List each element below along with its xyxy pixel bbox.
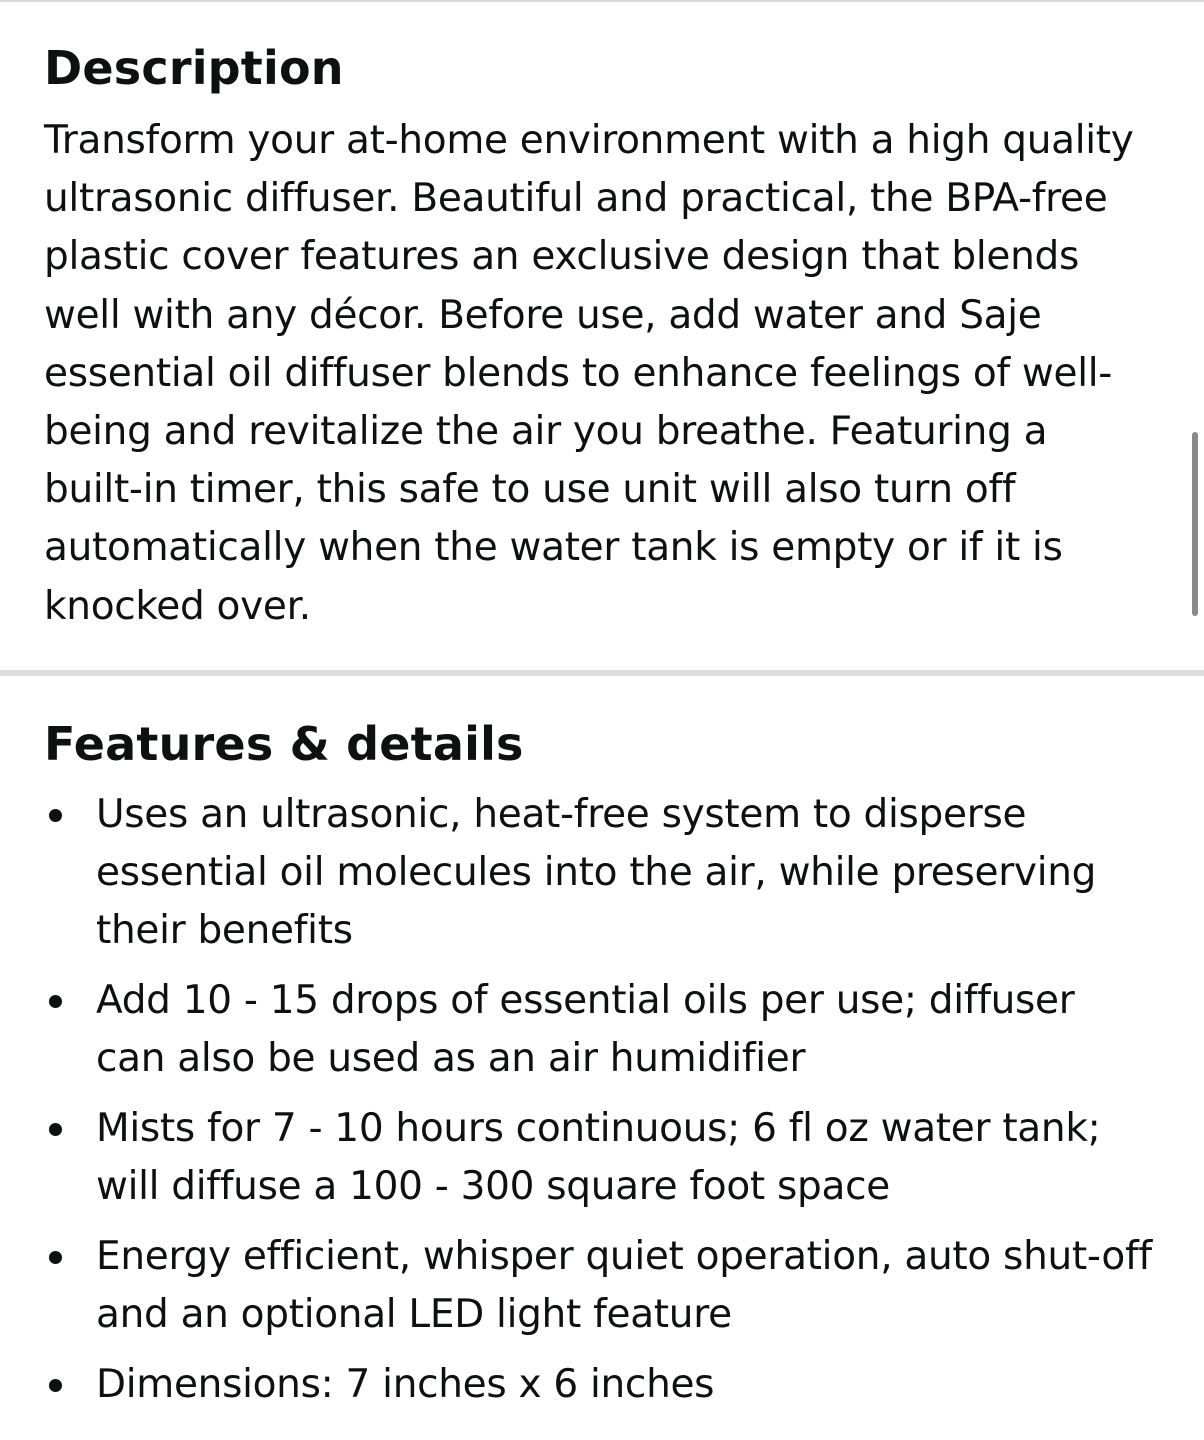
- bullet-icon: [49, 809, 62, 822]
- feature-item: [44, 1228, 1154, 1344]
- features-heading: Features & details: [44, 717, 524, 771]
- feature-item: [44, 1100, 1154, 1216]
- bullet-icon: [49, 995, 62, 1008]
- bullet-icon: [49, 1123, 62, 1136]
- description-heading: Description: [44, 41, 344, 95]
- feature-item: [44, 972, 1154, 1088]
- description-section: [44, 36, 1144, 636]
- feature-item-text: Add 10 - 15 drops of essential oils per use; diffuser can also be used as an air humidifier: [96, 978, 1075, 1081]
- feature-item-text: Energy efficient, whisper quiet operation, auto shut-off and an optional LED light feature: [96, 1234, 1152, 1337]
- scrollbar[interactable]: [1192, 432, 1198, 616]
- features-list: [44, 786, 1154, 1414]
- feature-item-text: Uses an ultrasonic, heat-free system to disperse essential oil molecules into the air, while preserving their benefits: [96, 792, 1097, 953]
- features-section: [44, 712, 1152, 1426]
- feature-item-text: Mists for 7 - 10 hours continuous; 6 fl oz water tank; will diffuse a 100 - 300 square foot space: [96, 1106, 1101, 1209]
- bullet-icon: [49, 1379, 62, 1392]
- section-divider: [0, 670, 1204, 676]
- feature-item: [44, 786, 1154, 960]
- top-divider: [0, 0, 1204, 2]
- description-text: Transform your at-home environment with a high quality ultrasonic diffuser. Beautiful and practical, the BPA-free plastic cover features an exclusive design that blends well with any décor. Before use, add water and Saje essential oil diffuser blends to enhance feelings of well-being and revitalize the air you breathe. Featuring a built-in timer, this safe to use unit will also turn off automatically when the water tank is empty or if it is knocked over.: [44, 118, 1134, 629]
- bullet-icon: [49, 1251, 62, 1264]
- feature-item: [44, 1356, 1154, 1414]
- feature-item-text: Dimensions: 7 inches x 6 inches: [96, 1362, 715, 1407]
